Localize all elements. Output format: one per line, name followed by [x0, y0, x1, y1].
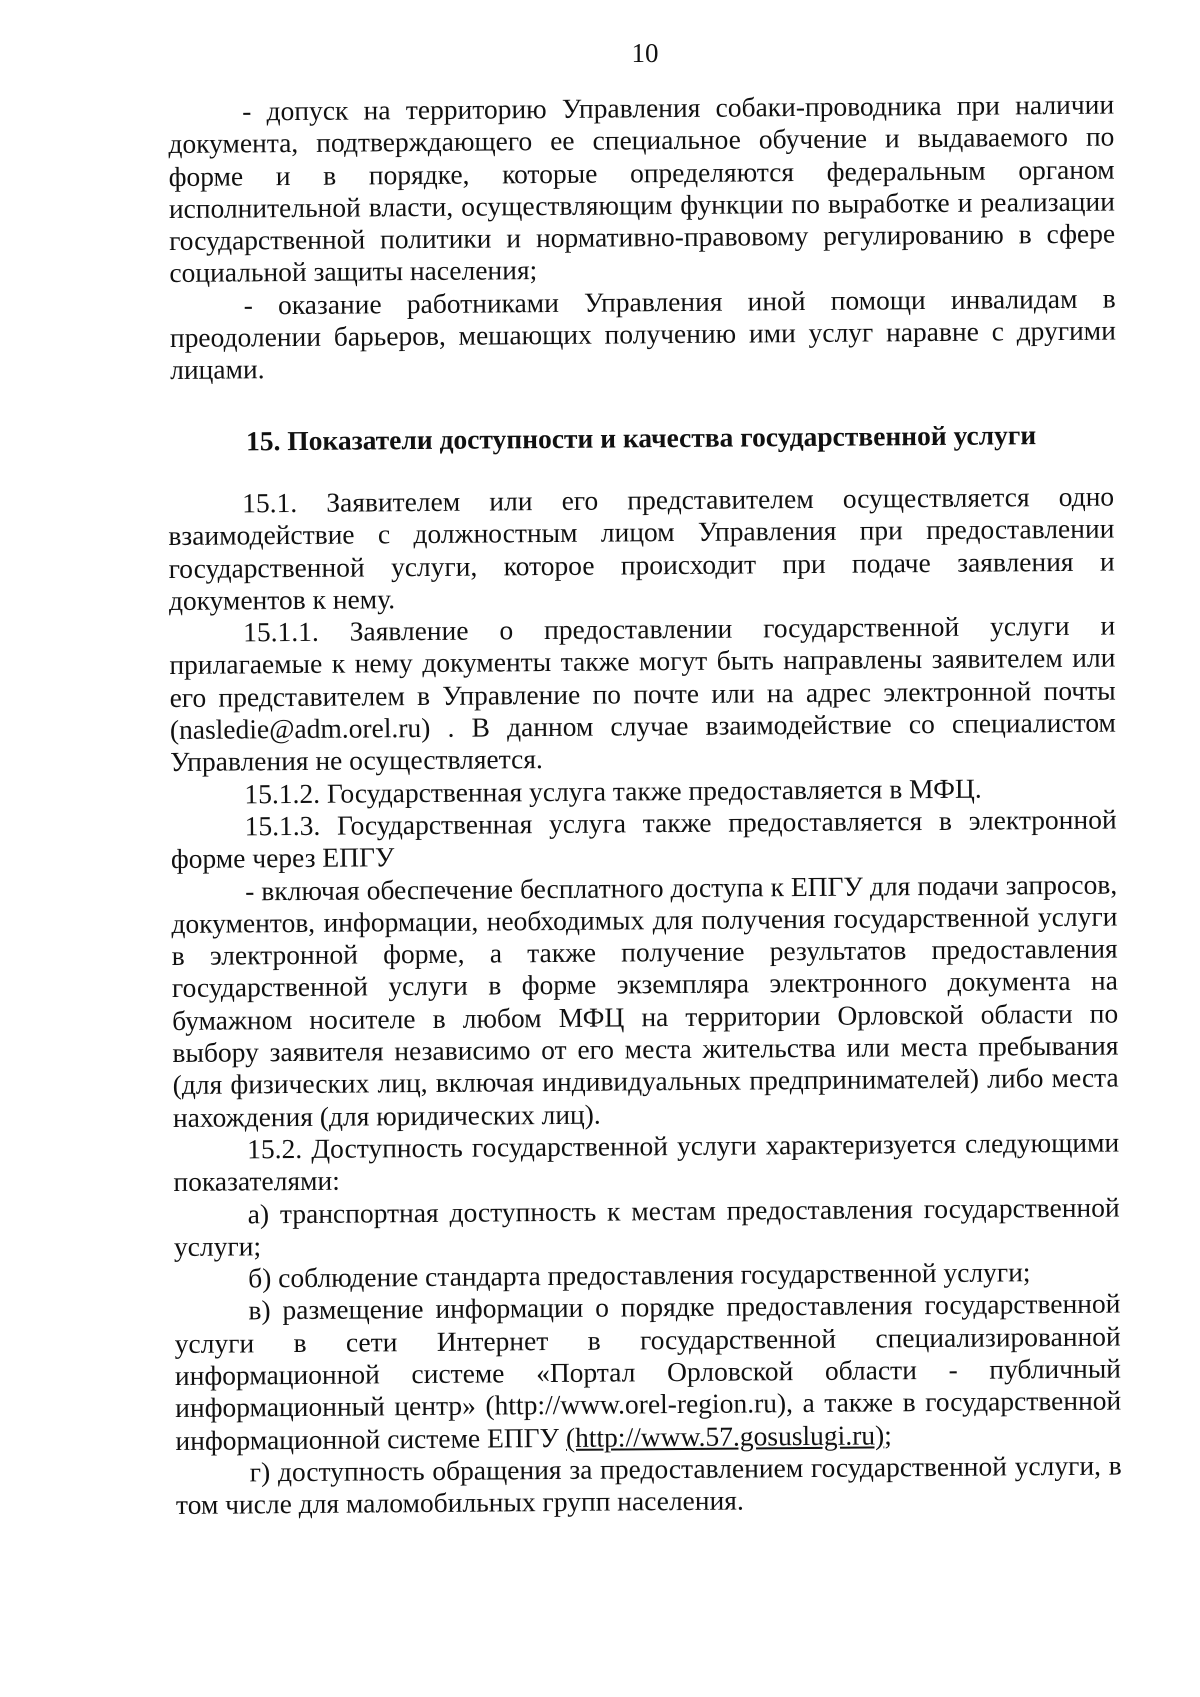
paragraph-15-1-3: 15.1.3. Государственная услуга также предоставляется в электронной форме через ЕПГУ — [170, 803, 1117, 875]
list-item-a: а) транспортная доступность к местам предоставления государственной услуги; — [173, 1191, 1120, 1262]
guide-dog-paragraph: - допуск на территорию Управления собаки-проводника при наличии документа, подтверждающего ее специальное обучение и выдаваемого по форме и в порядке, которые определяются федеральным органом исполнительной власти, осуществляющим функции по выработке и реализации государственной политики и нормативно-правовому регулированию в сфере социальной защиты населения; — [168, 88, 1116, 289]
section-heading: 15. Показатели доступности и качества государственной услуги — [245, 419, 1037, 457]
paragraph-15-1-2: 15.1.2. Государственная услуга также предоставляется в МФЦ. — [244, 772, 982, 810]
list-item-g: г) доступность обращения за предоставлением государственной услуги, в том числе для маломобильных групп населения. — [175, 1449, 1122, 1521]
assistance-paragraph: - оказание работниками Управления иной помощи инвалидам в преодолении барьеров, мешающих получению ими услуг наравне с другими лицами. — [169, 282, 1116, 386]
paragraph-15-1: 15.1. Заявителем или его представителем осуществляется одно взаимодействие с должностным лицом Управления при предоставлении государственной услуги, которое происходит при подаче заявления и документов к нему. — [168, 480, 1115, 616]
list-item-v-text: в) размещение информации о порядке предоставления государственной услуги в сети Интернет в государственной специализированной информационной системе «Портал Орловской области - публичный информационный центр» (http://www.orel-region.ru), а также в государственной информационной системе ЕПГУ — [174, 1287, 1122, 1456]
gosuslugi-link[interactable]: (http://www.57.gosuslugi.ru) — [565, 1419, 885, 1453]
paragraph-15-2: 15.2. Доступность государственной услуги характеризуется следующими показателями: — [173, 1126, 1120, 1198]
section-body — [168, 481, 1122, 1522]
list-item-b: б) соблюдение стандарта предоставления государственной услуги; — [248, 1256, 1031, 1294]
section-heading-block — [168, 419, 1114, 459]
epgu-access-paragraph: - включая обеспечение бесплатного доступа к ЕПГУ для подачи запросов, документов, информации, необходимых для получения государственной услуги в электронной форме, а также получение результатов предоставления государственной услуги в форме экземпляра электронного документа на бумажном носителе в любом МФЦ на территории Орловской области по выбору заявителя независимо от его места жительства или места пребывания (для физических лиц, включая индивидуальных предпринимателей) либо места нахождения (для юридических лиц). — [171, 868, 1119, 1133]
list-item-v — [174, 1288, 1121, 1457]
page-number: 10 — [631, 38, 659, 68]
list-item-v-end: ; — [884, 1418, 892, 1451]
intro-list — [168, 89, 1116, 387]
paragraph-15-1-1: 15.1.1. Заявление о предоставлении государственной услуги и прилагаемые к нему документы также могут быть направлены заявителем или его представителем в Управление по почте или на адрес электронной почты (nasledie@adm.orel.ru) . В данном случае взаимодействие со специалистом Управления не осуществляется. — [169, 609, 1116, 778]
